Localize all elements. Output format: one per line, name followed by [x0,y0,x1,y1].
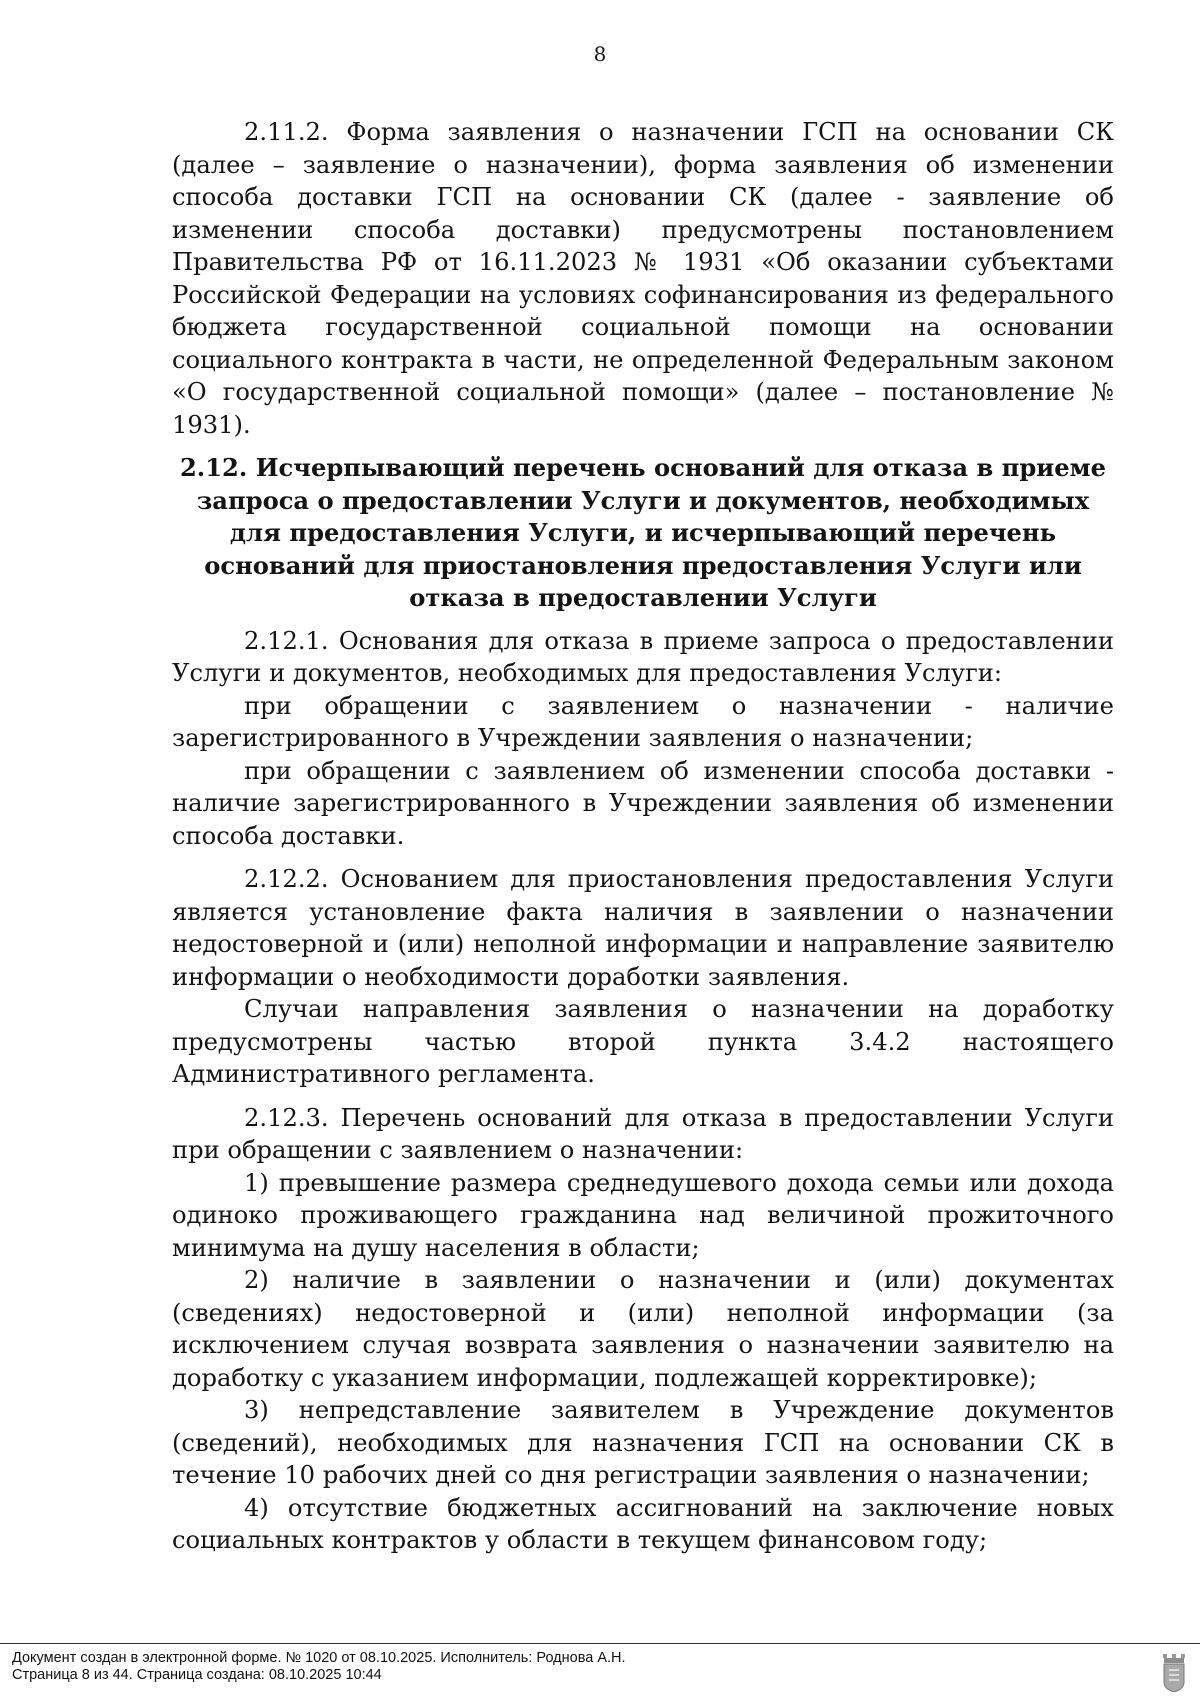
document-body [172,116,1114,1557]
paragraph-2-11-2: 2.11.2. Форма заявления о назначении ГСП на основании СК (далее – заявление о назначении), форма заявления об изменении способа доставки ГСП на основании СК (далее - заявление об изменении способа доставки) предусмотрены постановлением Правительства РФ от 16.11.2023 № 1931 «Об оказании субъектами Российской Федерации на условиях софинансирования из федерального бюджета государственной социальной помощи на основании социального контракта в части, не определенной Федеральным законом «О государственной социальной помощи» (далее – постановление № 1931). [172,118,1114,439]
list-item-1: 1) превышение размера среднедушевого дохода семьи или дохода одиноко проживающего гражданина над величиной прожиточного минимума на душу населения в области; [172,1168,1114,1262]
list-item-4: 4) отсутствие бюджетных ассигнований на заключение новых социальных контрактов у области в текущем финансовом году; [172,1493,1114,1554]
coat-of-arms-icon [1162,1654,1186,1692]
list-item-3: 3) непредставление заявителем в Учреждение документов (сведений), необходимых для назначения ГСП на основании СК в течение 10 рабочих дней со дня регистрации заявления о назначении; [172,1396,1114,1489]
paragraph-return-cases: Случаи направления заявления о назначении на доработку предусмотрены частью второй пункта 3.4.2 настоящего Административного регламента. [172,995,1114,1088]
document-footer [0,1643,1200,1699]
footer-document-info: Документ создан в электронной форме. № 1020 от 08.10.2025. Исполнитель: Роднова А.Н. [12,1650,626,1666]
paragraph-2-12-2: 2.12.2. Основанием для приостановления предоставления Услуги является установление факта наличия в заявлении о назначении недостоверной и (или) неполной информации и направление заявителю информации о необходимости доработки заявления. [172,865,1114,991]
list-item-2: 2) наличие в заявлении о назначении и (или) документах (сведениях) недостоверной и (или) неполной информации (за исключением случая возврата заявления о назначении заявителю на доработку с указанием информации, подлежащей корректировке); [172,1266,1114,1392]
paragraph-2-12-3: 2.12.3. Перечень оснований для отказа в предоставлении Услуги при обращении с заявлением о назначении: [172,1103,1114,1164]
paragraph-refusal-ground-delivery: при обращении с заявлением об изменении способа доставки - наличие зарегистрированного в Учреждении заявления об изменении способа доставки. [172,756,1114,850]
paragraph-2-12-1: 2.12.1. Основания для отказа в приеме запроса о предоставлении Услуги и документов, необходимых для предоставления Услуги: [172,626,1114,687]
page-number: 8 [593,42,607,66]
footer-page-info: Страница 8 из 44. Страница создана: 08.10.2025 10:44 [12,1667,382,1683]
paragraph-refusal-ground-appointment: при обращении с заявлением о назначении - наличие зарегистрированного в Учреждении заявления о назначении; [172,691,1114,752]
section-heading-2-12: 2.12. Исчерпывающий перечень оснований для отказа в приеме запроса о предоставлении Услуги и документов, необходимых для предоставления Услуги, и исчерпывающий перечень оснований для приостановления предоставления Услуги или отказа в предоставлении Услуги [179,453,1107,612]
